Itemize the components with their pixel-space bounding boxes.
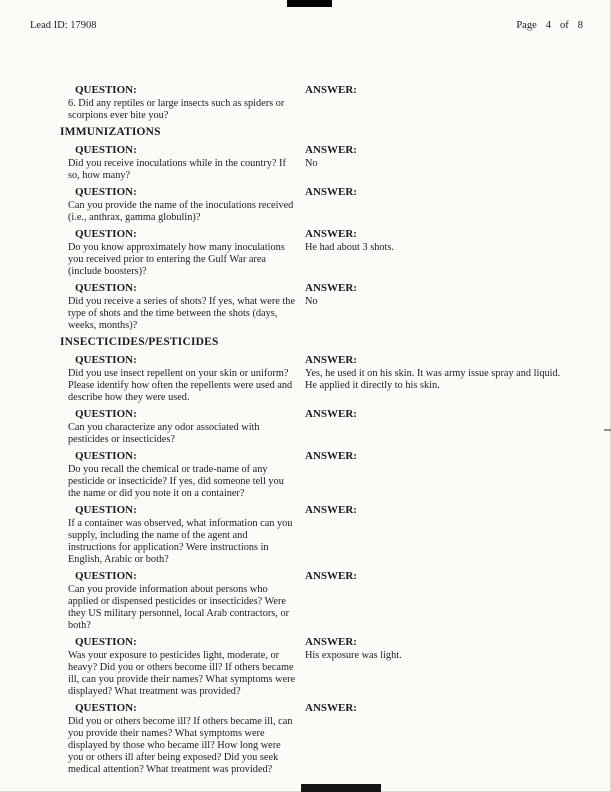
answer-column <box>305 636 569 698</box>
answer-text: He had about 3 shots. <box>305 242 394 253</box>
question-text: Can you characterize any odor associated with pesticides or insecticides? <box>68 422 260 445</box>
answer-column <box>305 450 569 500</box>
scan-artifact-bottom <box>301 784 381 792</box>
answer-label: ANSWER: <box>305 450 357 462</box>
qa-item <box>68 282 611 332</box>
question-text: Do you know approximately how many inoculations you received prior to entering the Gulf War area (include boosters)? <box>68 242 285 277</box>
question-label: QUESTION: <box>75 702 137 714</box>
scan-artifact-top <box>287 0 332 7</box>
answer-label: ANSWER: <box>305 408 357 420</box>
qa-item <box>68 504 611 566</box>
section-heading-insecticides: INSECTICIDES/PESTICIDES <box>60 336 219 348</box>
question-column <box>68 408 305 446</box>
answer-column <box>305 282 569 332</box>
question-column <box>68 504 305 566</box>
answer-label: ANSWER: <box>305 228 357 240</box>
question-text: Do you recall the chemical or trade-name of any pesticide or insecticide? If yes, did someone tell you the name or did you note it on a container? <box>68 464 284 499</box>
question-column <box>68 282 305 332</box>
answer-text: Yes, he used it on his skin. It was army issue spray and liquid. He applied it directly to his skin. <box>305 368 561 391</box>
qa-item <box>68 408 611 446</box>
qa-item <box>68 450 611 500</box>
question-column <box>68 354 305 404</box>
question-label: QUESTION: <box>75 228 137 240</box>
qa-item <box>68 636 611 698</box>
answer-column <box>305 354 569 404</box>
answer-column <box>305 228 569 278</box>
question-text: Did you receive inoculations while in the country? If so, how many? <box>68 158 286 181</box>
question-label: QUESTION: <box>75 450 137 462</box>
question-column <box>68 702 305 776</box>
question-label: QUESTION: <box>75 408 137 420</box>
question-text: Can you provide the name of the inoculations received (i.e., anthrax, gamma globulin)? <box>68 200 294 223</box>
answer-text: His exposure was light. <box>305 650 402 661</box>
answer-text: No <box>305 158 318 169</box>
question-column <box>68 84 305 122</box>
answer-column <box>305 186 569 224</box>
answer-column <box>305 702 569 776</box>
page-label: Page <box>516 20 537 31</box>
question-label: QUESTION: <box>75 504 137 516</box>
answer-label: ANSWER: <box>305 144 357 156</box>
qa-item <box>68 186 611 224</box>
question-text: 6. Did any reptiles or large insects such as spiders or scorpions ever bite you? <box>68 98 285 121</box>
answer-label: ANSWER: <box>305 570 357 582</box>
answer-column <box>305 84 569 122</box>
answer-text: No <box>305 296 318 307</box>
qa-item <box>68 84 611 122</box>
page-of-label: of <box>560 20 569 31</box>
lead-id: Lead ID: 17908 <box>30 20 97 31</box>
answer-column <box>305 570 569 632</box>
question-text: Can you provide information about persons who applied or dispensed pesticides or insecticides? Were they US military personnel, local Arab contractors, or both? <box>68 584 290 631</box>
question-label: QUESTION: <box>75 354 137 366</box>
answer-label: ANSWER: <box>305 84 357 96</box>
qa-item <box>68 570 611 632</box>
answer-label: ANSWER: <box>305 636 357 648</box>
question-label: QUESTION: <box>75 636 137 648</box>
question-label: QUESTION: <box>75 84 137 96</box>
answer-column <box>305 408 569 446</box>
qa-item <box>68 702 611 776</box>
question-column <box>68 186 305 224</box>
question-column <box>68 450 305 500</box>
answer-label: ANSWER: <box>305 504 357 516</box>
question-text: Was your exposure to pesticides light, moderate, or heavy? Did you or others become ill? If others became ill, can you provide their names? What symptoms were displayed? What treatment was provided? <box>68 650 296 697</box>
question-label: QUESTION: <box>75 186 137 198</box>
answer-column <box>305 144 569 182</box>
question-text: Did you receive a series of shots? If yes, what were the type of shots and the time between the shots (days, weeks, months)? <box>68 296 296 331</box>
section-heading-immunizations: IMMUNIZATIONS <box>60 126 161 138</box>
question-label: QUESTION: <box>75 144 137 156</box>
question-text: Did you or others become ill? If others became ill, can you provide their names? What symptoms were displayed by those who became ill? How long were you or others ill after being exposed? Did you seek medical attention? What treatment was provided? <box>68 716 293 775</box>
answer-label: ANSWER: <box>305 186 357 198</box>
answer-label: ANSWER: <box>305 282 357 294</box>
answer-label: ANSWER: <box>305 354 357 366</box>
question-label: QUESTION: <box>75 570 137 582</box>
qa-item <box>68 354 611 404</box>
question-column <box>68 570 305 632</box>
question-column <box>68 636 305 698</box>
answer-column <box>305 504 569 566</box>
qa-content <box>0 84 611 780</box>
question-column <box>68 228 305 278</box>
answer-label: ANSWER: <box>305 702 357 714</box>
question-text: If a container was observed, what information can you supply, including the name of the agent and instructions for application? Were instructions in English, Arabic or both? <box>68 518 293 565</box>
page-total: 8 <box>577 20 583 31</box>
question-label: QUESTION: <box>75 282 137 294</box>
question-column <box>68 144 305 182</box>
qa-item <box>68 228 611 278</box>
qa-item <box>68 144 611 182</box>
page-indicator <box>516 20 583 31</box>
page-number: 4 <box>545 20 551 31</box>
question-text: Did you use insect repellent on your skin or uniform? Please identify how often the repellents were used and describe how they were used. <box>68 368 293 403</box>
